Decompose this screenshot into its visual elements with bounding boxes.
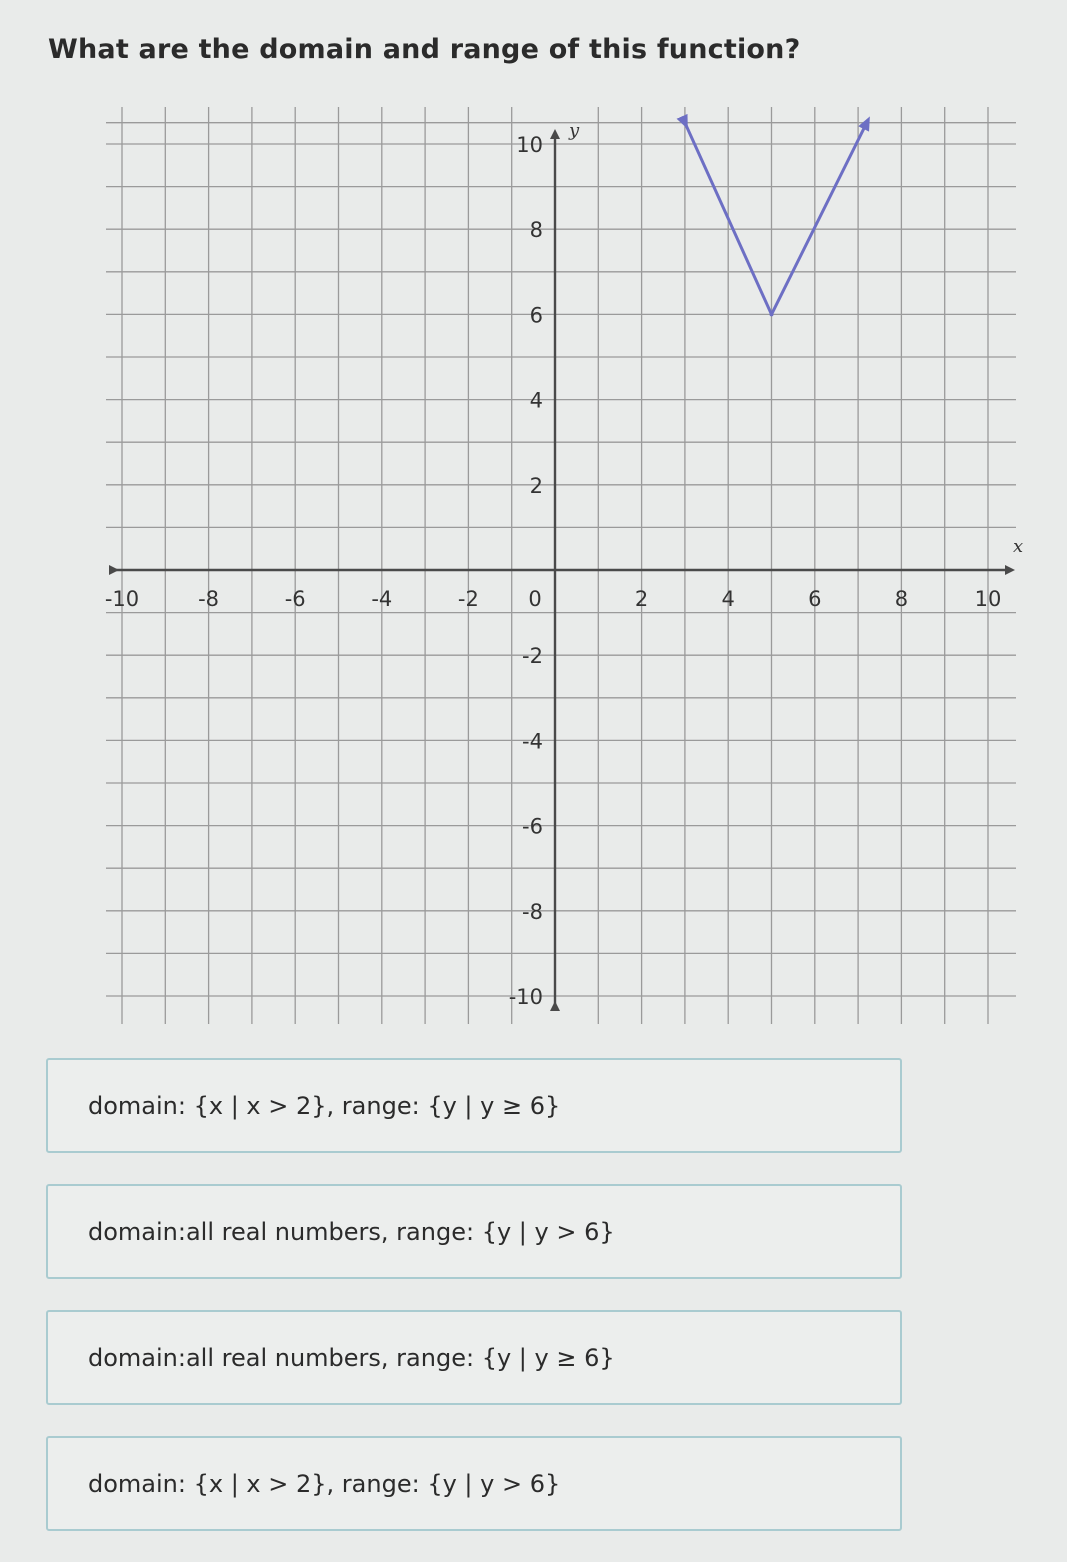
choice-range-set: {y | y ≥ 6} bbox=[481, 1343, 615, 1372]
function-series bbox=[685, 123, 867, 317]
y-tick-label: 4 bbox=[529, 388, 543, 413]
answer-choice-4[interactable] bbox=[46, 1436, 902, 1531]
choice-range-set: {y | y ≥ 6} bbox=[427, 1091, 561, 1120]
x-tick-label: 0 bbox=[528, 587, 542, 611]
y-tick-label: -6 bbox=[522, 814, 543, 839]
choice-domain-set: all real numbers bbox=[185, 1343, 381, 1372]
question-text: What are the domain and range of this function? bbox=[48, 34, 801, 65]
x-tick-label: -8 bbox=[198, 587, 220, 611]
x-axis-label: x bbox=[1013, 536, 1024, 557]
choice-domain-set: {x | x > 2} bbox=[193, 1091, 327, 1120]
y-tick-label: 6 bbox=[529, 303, 543, 328]
y-tick-label: -8 bbox=[522, 899, 543, 924]
y-tick-label: -4 bbox=[522, 729, 543, 754]
choice-domain-label: domain: bbox=[88, 1343, 186, 1372]
choice-domain-set: {x | x > 2} bbox=[193, 1469, 327, 1498]
vertex-point bbox=[770, 312, 774, 316]
choice-range-set: {y | y > 6} bbox=[427, 1469, 561, 1498]
y-tick-label: 10 bbox=[516, 133, 543, 157]
x-tick-label: -10 bbox=[104, 587, 140, 611]
choice-domain-set: all real numbers bbox=[185, 1217, 381, 1246]
x-tick-label: 6 bbox=[808, 587, 822, 611]
x-tick-label: 4 bbox=[721, 587, 735, 611]
y-tick-label: 2 bbox=[529, 473, 543, 498]
y-tick-label: -2 bbox=[522, 644, 543, 669]
answer-choice-2[interactable] bbox=[46, 1184, 902, 1279]
x-tick-label: 2 bbox=[634, 587, 649, 611]
choice-range-label: , range: bbox=[326, 1091, 420, 1120]
choice-domain-label: domain: bbox=[88, 1217, 186, 1246]
axes bbox=[114, 120, 1023, 1006]
grid-lines bbox=[106, 107, 1016, 1024]
x-tick-label: -2 bbox=[457, 587, 479, 611]
answer-choice-1[interactable] bbox=[46, 1058, 902, 1153]
y-tick-label: -10 bbox=[508, 985, 543, 1009]
choice-domain-label: domain: bbox=[88, 1091, 186, 1120]
x-tick-label: 10 bbox=[974, 587, 1002, 611]
y-tick-label: 8 bbox=[529, 218, 543, 243]
choice-range-label: , range: bbox=[380, 1217, 475, 1246]
choice-range-set: {y | y > 6} bbox=[481, 1217, 615, 1246]
choice-domain-label: domain: bbox=[88, 1469, 186, 1498]
y-axis-label: y bbox=[569, 120, 580, 141]
answer-choice-3[interactable] bbox=[46, 1310, 902, 1405]
function-line bbox=[685, 123, 867, 315]
x-tick-label: -4 bbox=[371, 587, 393, 611]
choice-range-label: , range: bbox=[380, 1343, 475, 1372]
choice-range-label: , range: bbox=[326, 1469, 420, 1498]
x-tick-label: 8 bbox=[894, 587, 909, 611]
answer-choices bbox=[46, 1058, 902, 1562]
x-tick-label: -6 bbox=[284, 587, 306, 611]
